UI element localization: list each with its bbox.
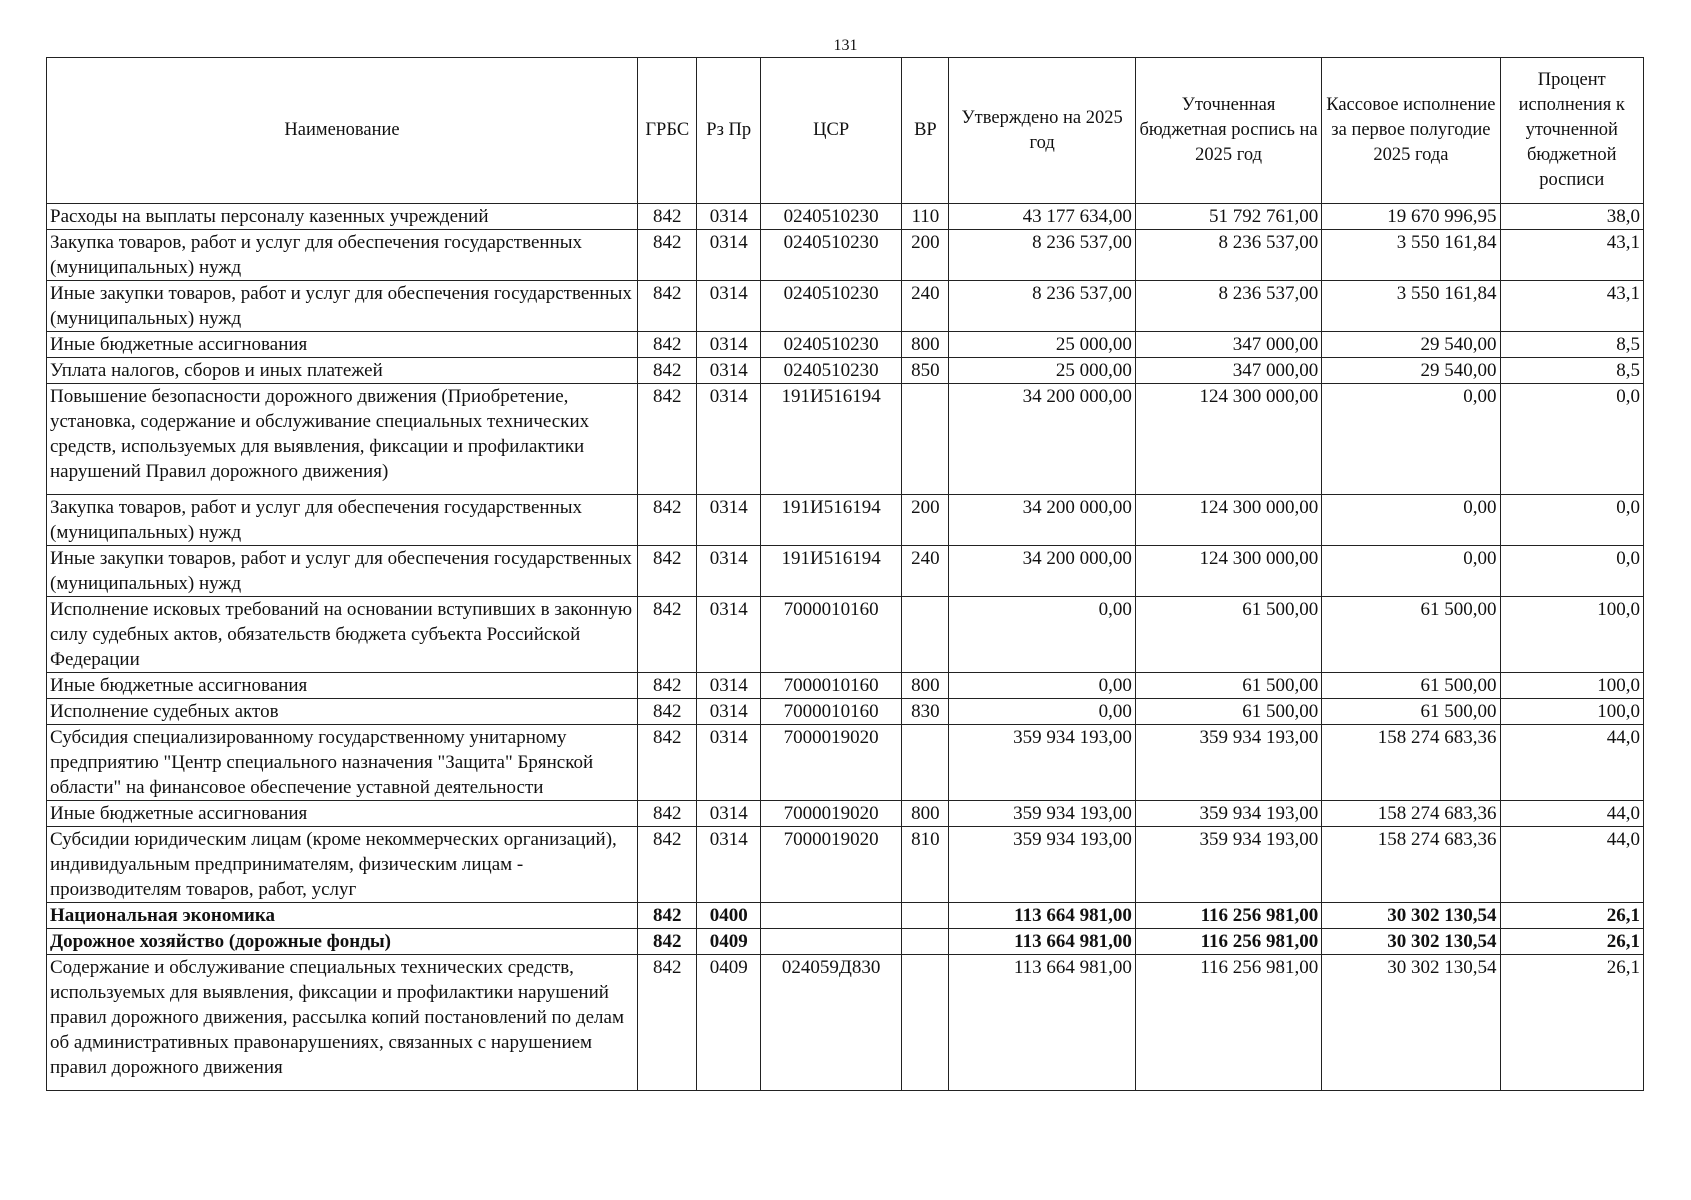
cell-grbs: 842 [638, 903, 697, 929]
cell-refined: 61 500,00 [1135, 699, 1321, 725]
cell-rzpr: 0314 [697, 204, 761, 230]
cell-rzpr: 0314 [697, 332, 761, 358]
cell-grbs: 842 [638, 725, 697, 801]
table-row [47, 673, 1644, 699]
cell-csr [760, 903, 901, 929]
cell-cash: 29 540,00 [1322, 332, 1500, 358]
cell-name: Дорожное хозяйство (дорожные фонды) [47, 929, 638, 955]
table-row [47, 955, 1644, 1091]
cell-refined: 51 792 761,00 [1135, 204, 1321, 230]
table-row [47, 230, 1644, 281]
cell-name: Субсидии юридическим лицам (кроме некоммерческих организаций), индивидуальным предпринимателям, физическим лицам - производителям товаров, работ, услуг [47, 827, 638, 903]
cell-name: Закупка товаров, работ и услуг для обеспечения государственных (муниципальных) нужд [47, 230, 638, 281]
cell-refined: 359 934 193,00 [1135, 827, 1321, 903]
cell-approved: 43 177 634,00 [949, 204, 1135, 230]
cell-csr [760, 929, 901, 955]
cell-name: Расходы на выплаты персоналу казенных учреждений [47, 204, 638, 230]
table-body [47, 204, 1644, 1091]
cell-vr: 200 [902, 495, 949, 546]
cell-grbs: 842 [638, 204, 697, 230]
cell-refined: 8 236 537,00 [1135, 281, 1321, 332]
cell-approved: 113 664 981,00 [949, 903, 1135, 929]
cell-cash: 19 670 996,95 [1322, 204, 1500, 230]
cell-rzpr: 0314 [697, 673, 761, 699]
cell-approved: 359 934 193,00 [949, 725, 1135, 801]
cell-rzpr: 0314 [697, 546, 761, 597]
cell-rzpr: 0314 [697, 827, 761, 903]
cell-grbs: 842 [638, 597, 697, 673]
page-number: 131 [833, 37, 858, 54]
cell-percent: 0,0 [1500, 495, 1643, 546]
cell-vr [902, 903, 949, 929]
cell-approved: 359 934 193,00 [949, 827, 1135, 903]
cell-rzpr: 0314 [697, 597, 761, 673]
cell-csr: 7000010160 [760, 699, 901, 725]
cell-vr [902, 725, 949, 801]
cell-vr: 800 [902, 801, 949, 827]
cell-grbs: 842 [638, 673, 697, 699]
cell-vr: 810 [902, 827, 949, 903]
cell-cash: 30 302 130,54 [1322, 929, 1500, 955]
cell-rzpr: 0314 [697, 495, 761, 546]
cell-grbs: 842 [638, 358, 697, 384]
table-row [47, 929, 1644, 955]
cell-grbs: 842 [638, 495, 697, 546]
cell-name: Уплата налогов, сборов и иных платежей [47, 358, 638, 384]
cell-vr: 800 [902, 332, 949, 358]
cell-csr: 0240510230 [760, 332, 901, 358]
cell-csr: 024059Д830 [760, 955, 901, 1091]
cell-name: Иные бюджетные ассигнования [47, 673, 638, 699]
cell-name: Иные бюджетные ассигнования [47, 332, 638, 358]
cell-percent: 8,5 [1500, 358, 1643, 384]
cell-cash: 0,00 [1322, 384, 1500, 495]
cell-approved: 8 236 537,00 [949, 281, 1135, 332]
cell-approved: 113 664 981,00 [949, 929, 1135, 955]
cell-percent: 26,1 [1500, 903, 1643, 929]
cell-cash: 3 550 161,84 [1322, 230, 1500, 281]
cell-percent: 44,0 [1500, 801, 1643, 827]
cell-approved: 0,00 [949, 673, 1135, 699]
cell-cash: 158 274 683,36 [1322, 827, 1500, 903]
table-header [47, 58, 1644, 204]
cell-refined: 347 000,00 [1135, 358, 1321, 384]
cell-grbs: 842 [638, 929, 697, 955]
cell-refined: 347 000,00 [1135, 332, 1321, 358]
table-row [47, 332, 1644, 358]
cell-rzpr: 0400 [697, 903, 761, 929]
cell-vr: 850 [902, 358, 949, 384]
cell-refined: 359 934 193,00 [1135, 725, 1321, 801]
cell-csr: 0240510230 [760, 358, 901, 384]
cell-approved: 0,00 [949, 597, 1135, 673]
cell-percent: 100,0 [1500, 673, 1643, 699]
cell-csr: 191И516194 [760, 384, 901, 495]
cell-vr: 240 [902, 281, 949, 332]
table-row [47, 725, 1644, 801]
cell-grbs: 842 [638, 801, 697, 827]
table-row [47, 204, 1644, 230]
cell-refined: 116 256 981,00 [1135, 929, 1321, 955]
cell-cash: 30 302 130,54 [1322, 955, 1500, 1091]
cell-cash: 29 540,00 [1322, 358, 1500, 384]
cell-percent: 26,1 [1500, 929, 1643, 955]
cell-cash: 0,00 [1322, 495, 1500, 546]
cell-approved: 34 200 000,00 [949, 384, 1135, 495]
cell-vr: 200 [902, 230, 949, 281]
cell-name: Содержание и обслуживание специальных технических средств, используемых для выявления, фиксации и профилактики нарушений правил дорожного движения, рассылка копий постановлений по делам об административных правонарушениях, связанных с нарушением правил дорожного движения [47, 955, 638, 1091]
cell-refined: 124 300 000,00 [1135, 546, 1321, 597]
table-row [47, 546, 1644, 597]
cell-approved: 34 200 000,00 [949, 495, 1135, 546]
cell-refined: 124 300 000,00 [1135, 384, 1321, 495]
cell-grbs: 842 [638, 827, 697, 903]
cell-rzpr: 0314 [697, 281, 761, 332]
cell-rzpr: 0314 [697, 230, 761, 281]
cell-vr: 830 [902, 699, 949, 725]
cell-cash: 158 274 683,36 [1322, 801, 1500, 827]
cell-percent: 38,0 [1500, 204, 1643, 230]
cell-refined: 61 500,00 [1135, 673, 1321, 699]
cell-csr: 7000010160 [760, 597, 901, 673]
cell-name: Исполнение судебных актов [47, 699, 638, 725]
header-percent: Процент исполнения к уточненной бюджетной росписи [1500, 58, 1643, 204]
cell-percent: 0,0 [1500, 546, 1643, 597]
cell-name: Иные закупки товаров, работ и услуг для обеспечения государственных (муниципальных) нужд [47, 281, 638, 332]
cell-percent: 43,1 [1500, 230, 1643, 281]
header-vr: ВР [902, 58, 949, 204]
header-name: Наименование [47, 58, 638, 204]
cell-approved: 25 000,00 [949, 332, 1135, 358]
cell-refined: 116 256 981,00 [1135, 903, 1321, 929]
table-row [47, 281, 1644, 332]
cell-approved: 359 934 193,00 [949, 801, 1135, 827]
cell-refined: 359 934 193,00 [1135, 801, 1321, 827]
cell-percent: 100,0 [1500, 699, 1643, 725]
cell-csr: 0240510230 [760, 204, 901, 230]
cell-name: Национальная экономика [47, 903, 638, 929]
cell-grbs: 842 [638, 281, 697, 332]
table-row [47, 597, 1644, 673]
table-row [47, 903, 1644, 929]
cell-rzpr: 0314 [697, 801, 761, 827]
cell-refined: 124 300 000,00 [1135, 495, 1321, 546]
cell-csr: 191И516194 [760, 546, 901, 597]
cell-grbs: 842 [638, 955, 697, 1091]
cell-percent: 43,1 [1500, 281, 1643, 332]
cell-csr: 7000019020 [760, 827, 901, 903]
cell-approved: 0,00 [949, 699, 1135, 725]
cell-vr: 110 [902, 204, 949, 230]
table-row [47, 699, 1644, 725]
cell-name: Повышение безопасности дорожного движения (Приобретение, установка, содержание и обслуживание специальных технических средств, используемых для выявления, фиксации и профилактики нарушений Правил дорожного движения) [47, 384, 638, 495]
cell-refined: 116 256 981,00 [1135, 955, 1321, 1091]
header-rzpr: Рз Пр [697, 58, 761, 204]
cell-grbs: 842 [638, 384, 697, 495]
cell-percent: 44,0 [1500, 725, 1643, 801]
table-row [47, 801, 1644, 827]
cell-cash: 158 274 683,36 [1322, 725, 1500, 801]
cell-percent: 8,5 [1500, 332, 1643, 358]
cell-rzpr: 0314 [697, 725, 761, 801]
cell-rzpr: 0314 [697, 699, 761, 725]
header-refined: Уточненная бюджетная роспись на 2025 год [1135, 58, 1321, 204]
cell-cash: 3 550 161,84 [1322, 281, 1500, 332]
cell-csr: 0240510230 [760, 281, 901, 332]
cell-grbs: 842 [638, 230, 697, 281]
cell-rzpr: 0314 [697, 358, 761, 384]
cell-name: Исполнение исковых требований на основании вступивших в законную силу судебных актов, обязательств бюджета субъекта Российской Федерации [47, 597, 638, 673]
cell-rzpr: 0409 [697, 929, 761, 955]
cell-vr [902, 955, 949, 1091]
cell-approved: 34 200 000,00 [949, 546, 1135, 597]
cell-cash: 0,00 [1322, 546, 1500, 597]
cell-name: Иные закупки товаров, работ и услуг для обеспечения государственных (муниципальных) нужд [47, 546, 638, 597]
cell-grbs: 842 [638, 332, 697, 358]
table-row [47, 358, 1644, 384]
header-csr: ЦСР [760, 58, 901, 204]
cell-percent: 26,1 [1500, 955, 1643, 1091]
cell-csr: 191И516194 [760, 495, 901, 546]
cell-name: Иные бюджетные ассигнования [47, 801, 638, 827]
cell-percent: 100,0 [1500, 597, 1643, 673]
cell-csr: 7000010160 [760, 673, 901, 699]
cell-csr: 0240510230 [760, 230, 901, 281]
cell-csr: 7000019020 [760, 725, 901, 801]
cell-approved: 113 664 981,00 [949, 955, 1135, 1091]
cell-percent: 44,0 [1500, 827, 1643, 903]
table-row [47, 384, 1644, 495]
cell-cash: 61 500,00 [1322, 673, 1500, 699]
cell-grbs: 842 [638, 546, 697, 597]
header-grbs: ГРБС [638, 58, 697, 204]
cell-percent: 0,0 [1500, 384, 1643, 495]
cell-approved: 25 000,00 [949, 358, 1135, 384]
cell-cash: 30 302 130,54 [1322, 903, 1500, 929]
cell-refined: 61 500,00 [1135, 597, 1321, 673]
cell-vr [902, 597, 949, 673]
cell-cash: 61 500,00 [1322, 699, 1500, 725]
cell-rzpr: 0314 [697, 384, 761, 495]
cell-rzpr: 0409 [697, 955, 761, 1091]
cell-name: Закупка товаров, работ и услуг для обеспечения государственных (муниципальных) нужд [47, 495, 638, 546]
table-row [47, 827, 1644, 903]
cell-grbs: 842 [638, 699, 697, 725]
cell-vr: 240 [902, 546, 949, 597]
table-row [47, 495, 1644, 546]
header-cash: Кассовое исполнение за первое полугодие 2025 года [1322, 58, 1500, 204]
cell-approved: 8 236 537,00 [949, 230, 1135, 281]
cell-vr: 800 [902, 673, 949, 699]
cell-name: Субсидия специализированному государственному унитарному предприятию "Центр специального назначения "Защита" Брянской области" на финансовое обеспечение уставной деятельности [47, 725, 638, 801]
cell-vr [902, 384, 949, 495]
cell-csr: 7000019020 [760, 801, 901, 827]
header-approved: Утверждено на 2025 год [949, 58, 1135, 204]
budget-execution-table [46, 57, 1644, 1091]
cell-cash: 61 500,00 [1322, 597, 1500, 673]
cell-vr [902, 929, 949, 955]
cell-refined: 8 236 537,00 [1135, 230, 1321, 281]
